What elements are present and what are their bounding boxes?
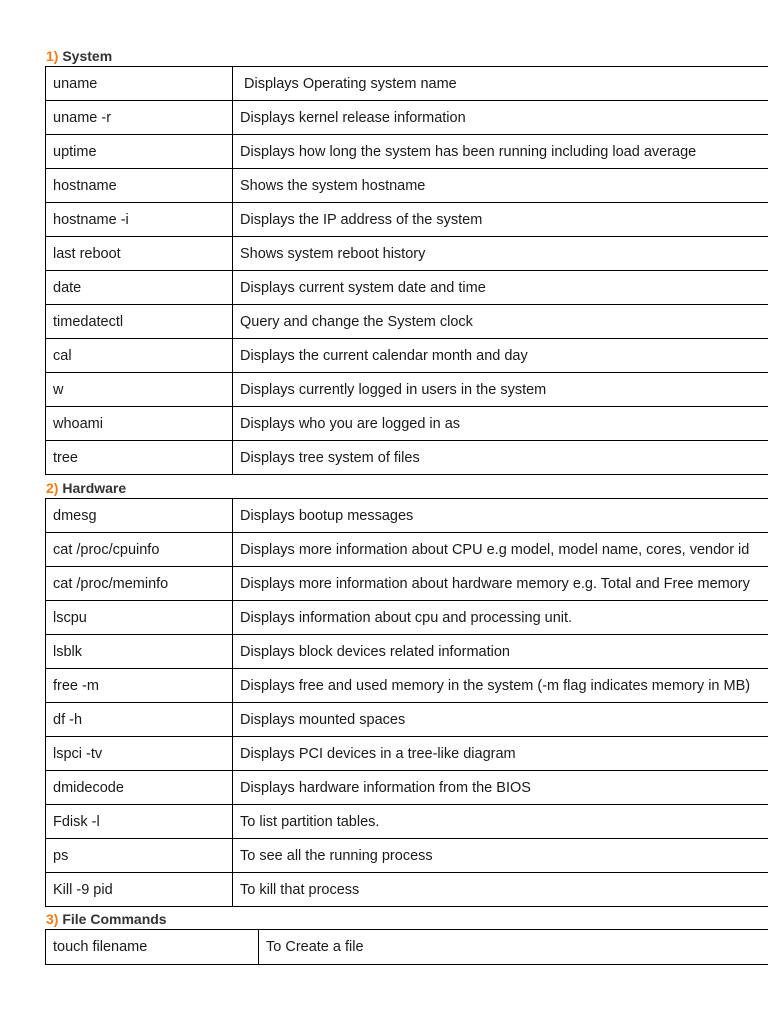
command-cell: hostname -i: [46, 203, 233, 237]
table-row: [46, 601, 768, 635]
description-cell: Displays currently logged in users in the system: [233, 373, 768, 407]
table-row: [46, 373, 768, 407]
command-cell: uname -r: [46, 101, 233, 135]
description-cell: Displays tree system of files: [233, 441, 768, 475]
description-cell: Displays information about cpu and processing unit.: [233, 601, 768, 635]
table-row: [46, 771, 768, 805]
command-cell: hostname: [46, 169, 233, 203]
command-cell: ps: [46, 839, 233, 873]
table-row: [46, 635, 768, 669]
command-cell: date: [46, 271, 233, 305]
table-row: [46, 169, 768, 203]
description-cell: Displays mounted spaces: [233, 703, 768, 737]
description-cell: Displays kernel release information: [233, 101, 768, 135]
table-row: [46, 135, 768, 169]
table-row: [46, 873, 768, 907]
table-row: [46, 339, 768, 373]
description-cell: Displays current system date and time: [233, 271, 768, 305]
command-cell: last reboot: [46, 237, 233, 271]
description-cell: Displays bootup messages: [233, 499, 768, 533]
table-row: [46, 839, 768, 873]
description-cell: Displays how long the system has been running including load average: [233, 135, 768, 169]
command-cell: dmidecode: [46, 771, 233, 805]
command-cell: uname: [46, 67, 233, 101]
description-cell: Displays free and used memory in the system (-m flag indicates memory in MB): [233, 669, 768, 703]
command-cell: dmesg: [46, 499, 233, 533]
description-cell: Displays the IP address of the system: [233, 203, 768, 237]
command-cell: lscpu: [46, 601, 233, 635]
table-row: [46, 67, 768, 101]
description-cell: Displays Operating system name: [233, 67, 768, 101]
description-cell: Displays the current calendar month and day: [233, 339, 768, 373]
command-cell: lsblk: [46, 635, 233, 669]
command-cell: free -m: [46, 669, 233, 703]
table-row: [46, 271, 768, 305]
table-row: [46, 703, 768, 737]
table-row: [46, 499, 768, 533]
description-cell: To list partition tables.: [233, 805, 768, 839]
description-cell: Displays block devices related information: [233, 635, 768, 669]
table-row: [46, 203, 768, 237]
hardware-commands-table: [45, 498, 768, 907]
command-cell: cal: [46, 339, 233, 373]
table-row: [46, 101, 768, 135]
command-cell: Kill -9 pid: [46, 873, 233, 907]
command-cell: whoami: [46, 407, 233, 441]
description-cell: Displays more information about CPU e.g model, model name, cores, vendor id: [233, 533, 768, 567]
command-cell: uptime: [46, 135, 233, 169]
table-row: [46, 805, 768, 839]
command-cell: Fdisk -l: [46, 805, 233, 839]
description-cell: Query and change the System clock: [233, 305, 768, 339]
command-cell: df -h: [46, 703, 233, 737]
command-cell: cat /proc/meminfo: [46, 567, 233, 601]
command-cell: timedatectl: [46, 305, 233, 339]
table-row: [46, 305, 768, 339]
description-cell: Shows the system hostname: [233, 169, 768, 203]
command-cell: w: [46, 373, 233, 407]
table-row: [46, 441, 768, 475]
description-cell: Displays PCI devices in a tree-like diagram: [233, 737, 768, 771]
description-cell: Displays who you are logged in as: [233, 407, 768, 441]
command-cell: cat /proc/cpuinfo: [46, 533, 233, 567]
description-cell: To kill that process: [233, 873, 768, 907]
system-commands-table: [45, 66, 768, 475]
description-cell: To Create a file: [259, 930, 768, 965]
table-row: [46, 567, 768, 601]
description-cell: Displays hardware information from the BIOS: [233, 771, 768, 805]
file-commands-table: [45, 929, 768, 965]
table-row: [46, 930, 768, 965]
command-cell: lspci -tv: [46, 737, 233, 771]
section-heading-file-commands: 3) File Commands: [46, 911, 167, 927]
command-cell: tree: [46, 441, 233, 475]
section-heading-system: 1) System: [46, 48, 113, 64]
description-cell: Shows system reboot history: [233, 237, 768, 271]
table-row: [46, 533, 768, 567]
description-cell: Displays more information about hardware memory e.g. Total and Free memory: [233, 567, 768, 601]
command-cell: touch filename: [46, 930, 259, 965]
table-row: [46, 237, 768, 271]
table-row: [46, 737, 768, 771]
table-row: [46, 669, 768, 703]
section-heading-hardware: 2) Hardware: [46, 480, 127, 496]
table-row: [46, 407, 768, 441]
description-cell: To see all the running process: [233, 839, 768, 873]
